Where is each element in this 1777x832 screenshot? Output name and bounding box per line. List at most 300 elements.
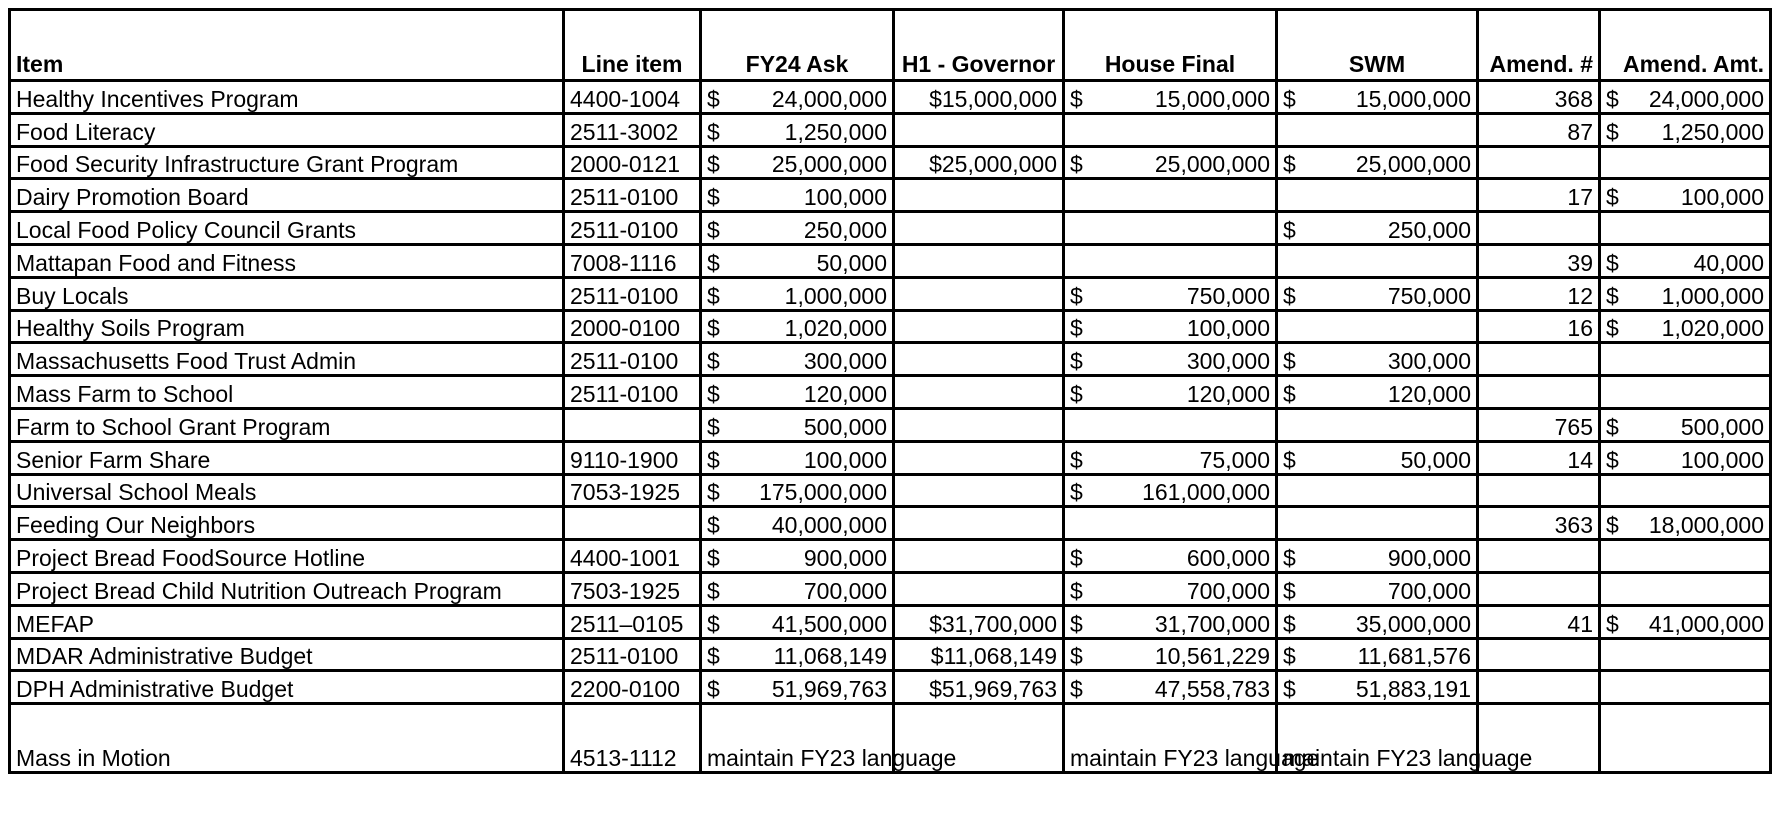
currency-amount: 50,000 [1400,446,1471,473]
currency-value [1283,217,1471,243]
currency-value [1070,381,1270,407]
cell-house-final [1064,638,1277,671]
currency-amount: 300,000 [803,348,887,375]
cell-line-item: 2200-0100 [564,671,701,704]
currency-value [1283,545,1471,571]
currency-amount: 47,558,783 [1154,676,1270,703]
currency-symbol: $ [707,577,720,604]
currency-value [1070,545,1270,571]
cell-amend-number: 368 [1478,81,1600,114]
budget-table [8,8,1772,774]
cell-line-item: 4513-1112 [564,704,701,773]
cell-swm [1277,146,1478,179]
cell-line-item: 2511-0100 [564,212,701,245]
currency-value [1070,348,1270,374]
currency-symbol: $ [707,85,720,112]
currency-value [707,86,887,112]
cell-fy24-ask [701,343,894,376]
currency-value [1283,643,1471,669]
cell-line-item: 2511-0100 [564,277,701,310]
cell-swm [1277,113,1478,146]
budget-sheet [8,8,1772,774]
cell-house-final [1064,441,1277,474]
cell-h1-governor [894,343,1064,376]
currency-symbol: $ [1283,676,1296,703]
currency-amount: 161,000,000 [1142,479,1270,506]
currency-amount: 300,000 [1387,348,1471,375]
currency-value [707,611,887,637]
table-row [10,507,1771,540]
currency-value [707,151,887,177]
currency-value [707,479,887,505]
cell-line-item: 7053-1925 [564,474,701,507]
currency-amount: 11,068,149 [773,643,887,670]
currency-value [1606,283,1764,309]
cell-line-item: 2000-0100 [564,310,701,343]
cell-swm-note: maintain FY23 language [1277,704,1478,773]
currency-symbol: $ [707,184,720,211]
currency-amount: 51,883,191 [1355,676,1471,703]
cell-amend-amount [1600,408,1771,441]
currency-amount: 75,000 [1199,446,1270,473]
cell-amend-number: 16 [1478,310,1600,343]
cell-swm [1277,671,1478,704]
cell-h1-governor [894,212,1064,245]
currency-symbol: $ [1283,544,1296,571]
currency-symbol: $ [707,479,720,506]
cell-item: Buy Locals [10,277,564,310]
currency-value [707,447,887,473]
currency-amount: 11,681,576 [1357,643,1471,670]
cell-line-item: 2511-0100 [564,638,701,671]
currency-amount: 41,000,000 [1648,610,1764,637]
cell-amend-number: 17 [1478,179,1600,212]
cell-house-final [1064,540,1277,573]
cell-amend-number [1478,212,1600,245]
currency-symbol: $ [1606,118,1619,145]
currency-amount: 120,000 [1387,380,1471,407]
cell-fy24-ask-note: maintain FY23 language [701,704,894,773]
currency-symbol: $ [707,643,720,670]
cell-house-final [1064,572,1277,605]
currency-value [1283,348,1471,374]
currency-value [1070,676,1270,702]
cell-fy24-ask [701,310,894,343]
currency-amount: 10,561,229 [1154,643,1270,670]
currency-symbol: $ [1070,643,1083,670]
currency-amount: 35,000,000 [1355,610,1471,637]
cell-fy24-ask [701,212,894,245]
currency-amount: 100,000 [803,446,887,473]
table-row [10,244,1771,277]
cell-item: Local Food Policy Council Grants [10,212,564,245]
currency-symbol: $ [707,118,720,145]
cell-amend-amount [1600,146,1771,179]
cell-swm [1277,310,1478,343]
cell-fy24-ask [701,441,894,474]
currency-symbol: $ [707,413,720,440]
cell-fy24-ask [701,408,894,441]
currency-amount: 50,000 [816,249,887,276]
currency-symbol: $ [707,348,720,375]
cell-item: Project Bread Child Nutrition Outreach Program [10,572,564,605]
cell-house-final [1064,671,1277,704]
currency-amount: 25,000,000 [771,151,887,178]
cell-amend-number [1478,474,1600,507]
cell-swm [1277,343,1478,376]
cell-amend-number [1478,146,1600,179]
table-row [10,113,1771,146]
currency-value [1606,119,1764,145]
cell-item: MEFAP [10,605,564,638]
currency-symbol: $ [1070,85,1083,112]
cell-fy24-ask [701,638,894,671]
currency-amount: 100,000 [1186,315,1270,342]
cell-amend-amount [1600,277,1771,310]
currency-amount: 40,000 [1693,249,1764,276]
currency-amount: 750,000 [1387,282,1471,309]
cell-house-final [1064,179,1277,212]
cell-swm [1277,179,1478,212]
cell-house-final [1064,474,1277,507]
cell-amend-number: 363 [1478,507,1600,540]
header-amend-number: Amend. # [1478,10,1600,81]
currency-value [707,643,887,669]
currency-amount: 24,000,000 [771,85,887,112]
currency-amount: 1,020,000 [784,315,887,342]
currency-value [1283,676,1471,702]
currency-symbol: $ [1283,577,1296,604]
cell-h1-governor [894,507,1064,540]
currency-symbol: $ [1070,315,1083,342]
currency-amount: 250,000 [1387,216,1471,243]
cell-fy24-ask [701,671,894,704]
table-row [10,638,1771,671]
currency-amount: 18,000,000 [1648,512,1764,539]
cell-amend-number [1478,671,1600,704]
cell-amend-amount [1600,572,1771,605]
cell-fy24-ask [701,113,894,146]
cell-swm [1277,408,1478,441]
currency-symbol: $ [1606,184,1619,211]
cell-house-final [1064,376,1277,409]
cell-item: MDAR Administrative Budget [10,638,564,671]
cell-house-final [1064,343,1277,376]
currency-amount: 750,000 [1186,282,1270,309]
currency-symbol: $ [1070,479,1083,506]
currency-value [1070,86,1270,112]
cell-house-final [1064,277,1277,310]
currency-amount: 25,000,000 [1355,151,1471,178]
cell-line-item: 2511-0100 [564,343,701,376]
cell-h1-governor: $51,969,763 [894,671,1064,704]
currency-symbol: $ [707,380,720,407]
currency-symbol: $ [1606,610,1619,637]
currency-symbol: $ [707,249,720,276]
cell-line-item [564,408,701,441]
currency-amount: 250,000 [803,216,887,243]
cell-item: Project Bread FoodSource Hotline [10,540,564,573]
currency-amount: 41,500,000 [771,610,887,637]
cell-swm [1277,441,1478,474]
currency-symbol: $ [707,676,720,703]
currency-symbol: $ [1283,446,1296,473]
cell-fy24-ask [701,572,894,605]
table-row [10,212,1771,245]
currency-amount: 175,000,000 [759,479,887,506]
currency-symbol: $ [1283,348,1296,375]
cell-h1-governor [894,376,1064,409]
cell-amend-number: 12 [1478,277,1600,310]
cell-amend-number [1478,376,1600,409]
currency-symbol: $ [1606,413,1619,440]
currency-amount: 100,000 [1680,446,1764,473]
currency-symbol: $ [1606,249,1619,276]
currency-symbol: $ [1070,282,1083,309]
currency-value [707,315,887,341]
cell-h1-governor [894,572,1064,605]
table-row [10,474,1771,507]
header-swm: SWM [1277,10,1478,81]
currency-amount: 600,000 [1186,544,1270,571]
currency-amount: 500,000 [803,413,887,440]
cell-h1-governor [894,113,1064,146]
cell-amend-amount [1600,441,1771,474]
currency-value [1283,283,1471,309]
cell-line-item: 2511-3002 [564,113,701,146]
currency-symbol: $ [1283,643,1296,670]
currency-value [707,512,887,538]
cell-item: Mattapan Food and Fitness [10,244,564,277]
cell-fy24-ask [701,277,894,310]
header-item: Item [10,10,564,81]
table-row [10,277,1771,310]
cell-house-final [1064,408,1277,441]
header-fy24-ask: FY24 Ask [701,10,894,81]
currency-value [1606,86,1764,112]
currency-value [1070,151,1270,177]
currency-symbol: $ [707,151,720,178]
currency-value [1070,479,1270,505]
table-row [10,540,1771,573]
cell-amend-amount [1600,244,1771,277]
currency-symbol: $ [707,216,720,243]
currency-symbol: $ [1283,610,1296,637]
table-row [10,441,1771,474]
currency-symbol: $ [1070,348,1083,375]
cell-amend-amount [1600,605,1771,638]
currency-value [707,184,887,210]
currency-symbol: $ [1070,610,1083,637]
cell-line-item: 2000-0121 [564,146,701,179]
cell-fy24-ask [701,507,894,540]
cell-swm [1277,212,1478,245]
currency-symbol: $ [1283,151,1296,178]
currency-amount: 500,000 [1680,413,1764,440]
cell-amend-number: 41 [1478,605,1600,638]
currency-symbol: $ [1070,151,1083,178]
cell-amend-number [1478,343,1600,376]
currency-value [1606,414,1764,440]
cell-h1-governor [894,244,1064,277]
currency-value [1070,447,1270,473]
header-h1-governor: H1 - Governor [894,10,1064,81]
table-row [10,310,1771,343]
currency-value [707,348,887,374]
cell-swm [1277,540,1478,573]
currency-symbol: $ [1070,446,1083,473]
cell-swm [1277,507,1478,540]
cell-amend-number: 39 [1478,244,1600,277]
cell-house-final [1064,146,1277,179]
currency-value [707,414,887,440]
cell-amend-number [1478,638,1600,671]
currency-symbol: $ [1070,676,1083,703]
cell-h1-governor [894,540,1064,573]
currency-value [707,250,887,276]
table-row [10,343,1771,376]
currency-amount: 900,000 [803,544,887,571]
cell-amend-number: 14 [1478,441,1600,474]
currency-symbol: $ [707,446,720,473]
cell-fy24-ask [701,376,894,409]
cell-amend-number: 87 [1478,113,1600,146]
currency-amount: 25,000,000 [1154,151,1270,178]
currency-amount: 100,000 [1680,184,1764,211]
cell-item: Food Literacy [10,113,564,146]
currency-symbol: $ [1283,380,1296,407]
currency-value [707,578,887,604]
cell-amend-number [1478,572,1600,605]
cell-swm [1277,277,1478,310]
cell-swm [1277,81,1478,114]
currency-symbol: $ [707,315,720,342]
currency-value [1070,611,1270,637]
cell-fy24-ask [701,474,894,507]
cell-item: Dairy Promotion Board [10,179,564,212]
cell-item: Farm to School Grant Program [10,408,564,441]
currency-value [707,545,887,571]
cell-house-final [1064,113,1277,146]
currency-value [707,283,887,309]
cell-item: Food Security Infrastructure Grant Program [10,146,564,179]
cell-house-final [1064,310,1277,343]
currency-value [1606,611,1764,637]
currency-amount: 51,969,763 [771,676,887,703]
currency-symbol: $ [1070,577,1083,604]
currency-symbol: $ [1606,85,1619,112]
cell-amend-amount [1600,376,1771,409]
cell-amend-amount [1600,507,1771,540]
currency-value [1606,447,1764,473]
currency-amount: 900,000 [1387,544,1471,571]
cell-swm [1277,572,1478,605]
currency-value [1070,578,1270,604]
currency-value [707,217,887,243]
table-row [10,572,1771,605]
cell-line-item [564,507,701,540]
currency-symbol: $ [1070,544,1083,571]
cell-line-item: 4400-1001 [564,540,701,573]
table-body [10,81,1771,704]
currency-amount: 1,250,000 [1661,118,1764,145]
table-row [10,671,1771,704]
currency-amount: 1,000,000 [784,282,887,309]
currency-value [707,119,887,145]
currency-value [1283,151,1471,177]
cell-line-item: 7008-1116 [564,244,701,277]
currency-amount: 700,000 [1387,577,1471,604]
currency-symbol: $ [707,610,720,637]
table-row [10,146,1771,179]
cell-amend-amount [1600,113,1771,146]
cell-h1-governor: $31,700,000 [894,605,1064,638]
currency-symbol: $ [1070,380,1083,407]
currency-amount: 120,000 [803,380,887,407]
cell-fy24-ask [701,244,894,277]
cell-item: Mass in Motion [10,704,564,773]
cell-item: Senior Farm Share [10,441,564,474]
cell-house-final [1064,244,1277,277]
currency-amount: 300,000 [1186,348,1270,375]
currency-value [1283,381,1471,407]
cell-fy24-ask [701,146,894,179]
table-row-mass-in-motion [10,704,1771,773]
cell-h1-governor: $11,068,149 [894,638,1064,671]
cell-line-item: 2511–0105 [564,605,701,638]
currency-value [1283,611,1471,637]
cell-amend-amount [1600,704,1771,773]
cell-amend-amount [1600,474,1771,507]
cell-h1-governor [894,179,1064,212]
cell-swm [1277,376,1478,409]
currency-amount: 100,000 [803,184,887,211]
cell-house-final [1064,212,1277,245]
header-amend-amount: Amend. Amt. [1600,10,1771,81]
currency-value [1606,184,1764,210]
cell-line-item: 4400-1004 [564,81,701,114]
currency-symbol: $ [1283,85,1296,112]
currency-symbol: $ [1606,315,1619,342]
cell-line-item: 2511-0100 [564,179,701,212]
cell-fy24-ask [701,605,894,638]
cell-amend-amount [1600,179,1771,212]
cell-h1-governor: $15,000,000 [894,81,1064,114]
cell-swm [1277,474,1478,507]
cell-swm [1277,605,1478,638]
cell-amend-number [1478,540,1600,573]
cell-amend-number: 765 [1478,408,1600,441]
currency-value [1606,315,1764,341]
cell-amend-amount [1600,540,1771,573]
table-row [10,179,1771,212]
cell-house-final [1064,81,1277,114]
cell-swm [1277,638,1478,671]
currency-symbol: $ [1606,446,1619,473]
cell-amend-amount [1600,671,1771,704]
cell-line-item: 7503-1925 [564,572,701,605]
cell-item: Healthy Incentives Program [10,81,564,114]
cell-line-item: 9110-1900 [564,441,701,474]
cell-item: Mass Farm to School [10,376,564,409]
currency-amount: 1,000,000 [1661,282,1764,309]
cell-fy24-ask [701,179,894,212]
cell-amend-amount [1600,343,1771,376]
currency-amount: 120,000 [1186,380,1270,407]
currency-value [1606,512,1764,538]
cell-item: Feeding Our Neighbors [10,507,564,540]
header-line-item: Line item [564,10,701,81]
